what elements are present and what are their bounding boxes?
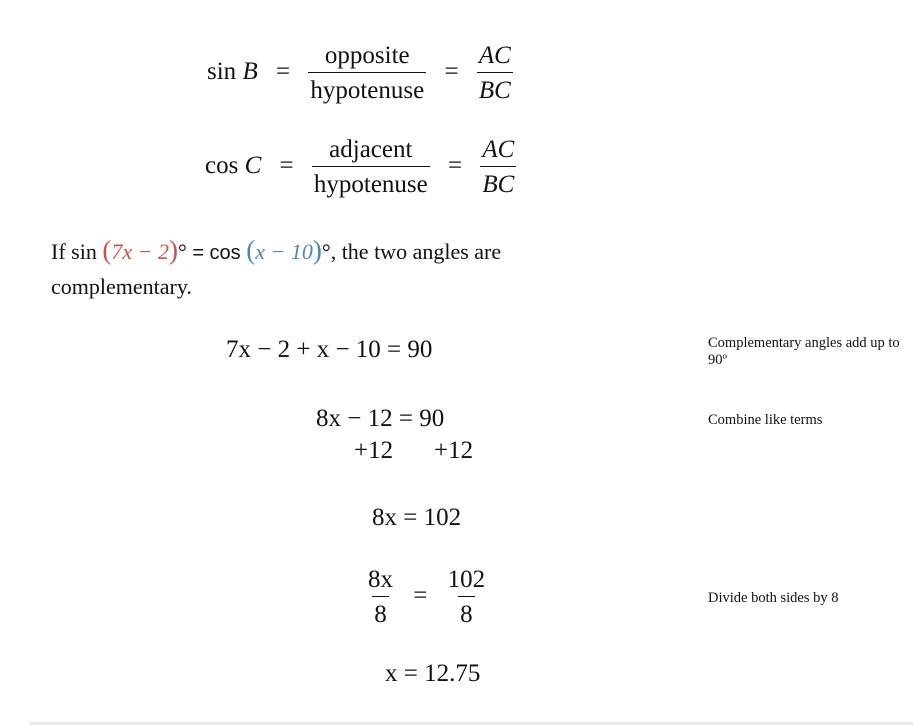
fraction-numerator: AC <box>482 136 515 163</box>
angle-b: B <box>242 58 258 86</box>
fraction-numerator: 102 <box>447 566 486 593</box>
equals-sign: = <box>413 582 428 610</box>
fraction-denominator: hypotenuse <box>312 166 430 199</box>
fraction-numerator: 8x <box>368 566 393 593</box>
statement-prefix: If sin <box>51 239 97 264</box>
sides-fraction <box>477 42 513 105</box>
angle-c: C <box>244 152 262 180</box>
step-1-note: Complementary angles add up to 90º <box>708 335 900 368</box>
fraction-numerator: AC <box>478 42 511 69</box>
fraction-numerator: adjacent <box>329 136 413 163</box>
angle-expression-2: x − 10 <box>255 239 313 264</box>
fraction-denominator: BC <box>480 166 516 199</box>
fraction-denominator: BC <box>477 72 513 105</box>
equals-sign: = <box>448 152 463 180</box>
fraction-denominator: hypotenuse <box>308 72 426 105</box>
ratio-fraction <box>308 42 426 105</box>
equals-sign: = <box>279 152 294 180</box>
close-paren: ) <box>312 235 322 265</box>
fraction-denominator: 8 <box>372 596 389 629</box>
complementary-statement <box>51 234 611 303</box>
angle-expression-1: 7x − 2 <box>111 239 169 264</box>
sides-fraction <box>480 136 516 199</box>
step-2-equation: 8x − 12 = 90 <box>316 405 445 432</box>
step-2-note: Combine like terms <box>708 412 823 428</box>
step-2-add-left: +12 <box>354 437 394 464</box>
step-3-equation: 8x = 102 <box>372 504 462 531</box>
left-fraction <box>366 566 395 629</box>
step-2-add-right: +12 <box>434 437 474 464</box>
step-4-note: Divide both sides by 8 <box>708 590 839 606</box>
open-paren: ( <box>102 235 112 265</box>
close-paren: ) <box>168 235 178 265</box>
step-4-equation <box>366 566 487 629</box>
degree-symbol: ° <box>177 239 187 264</box>
step-1-equation: 7x − 2 + x − 10 = 90 <box>226 336 433 363</box>
cos-function: cos <box>205 152 239 180</box>
equals-cos: = cos <box>186 242 247 264</box>
sine-definition-equation <box>207 42 513 105</box>
ratio-fraction <box>312 136 430 199</box>
sin-function: sin <box>207 58 237 86</box>
fraction-numerator: opposite <box>324 42 410 69</box>
equals-sign: = <box>275 58 291 86</box>
fraction-denominator: 8 <box>458 596 475 629</box>
right-fraction <box>446 566 488 629</box>
statement-suffix: , the two angles are complementary. <box>51 239 502 299</box>
degree-symbol: ° <box>321 239 331 264</box>
step-5-equation: x = 12.75 <box>385 660 481 687</box>
cosine-definition-equation <box>205 136 516 199</box>
open-paren: ( <box>246 235 256 265</box>
equals-sign: = <box>444 58 459 86</box>
